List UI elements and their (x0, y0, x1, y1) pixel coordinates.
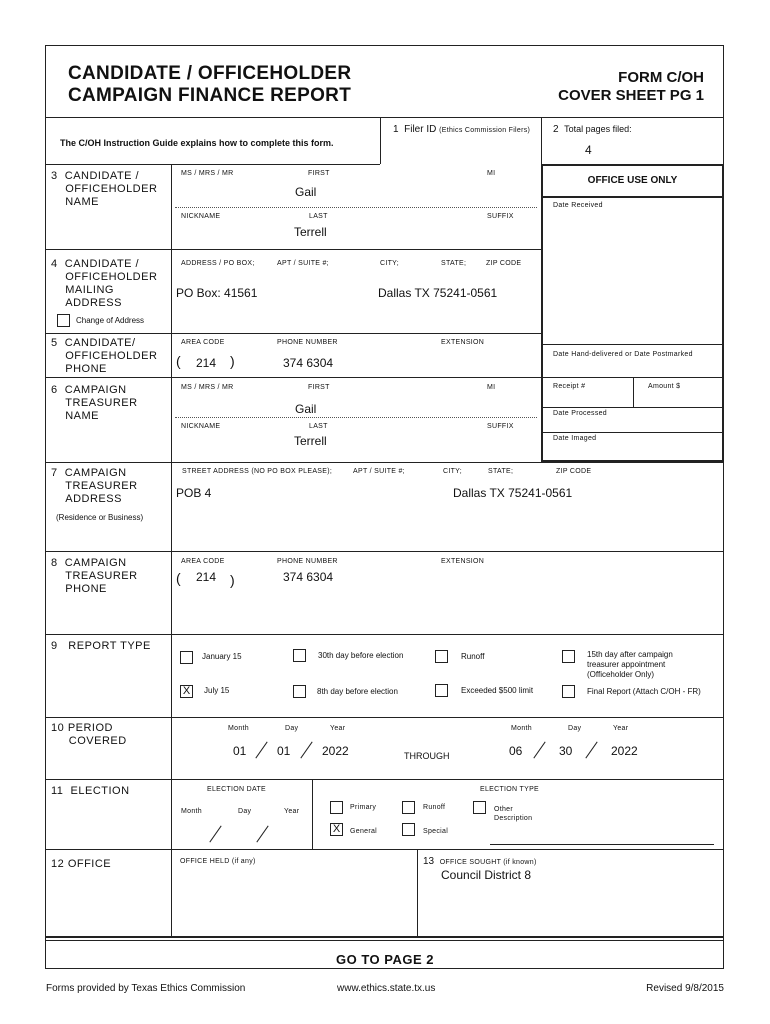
form-title-line2: CAMPAIGN FINANCE REPORT (68, 85, 352, 106)
sec7-note: (Residence or Business) (56, 513, 144, 522)
sec5-phone-header: PHONE NUMBER (277, 339, 338, 346)
sec4-address-value[interactable]: PO Box: 41561 (176, 286, 258, 300)
go-to-page-2: GO TO PAGE 2 (336, 952, 434, 967)
sec5-label: 5 CANDIDATE/ OFFICEHOLDER PHONE (51, 337, 158, 375)
election-runoff-label: Runoff (423, 804, 446, 811)
sec8-paren-open: ( (176, 570, 181, 586)
sec5-ext-header: EXTENSION (441, 339, 485, 346)
election-runoff-checkbox[interactable] (402, 801, 415, 814)
sec5-paren-open: ( (176, 353, 181, 369)
election-year-header: Year (284, 808, 300, 815)
period-to-year[interactable]: 2022 (611, 744, 638, 758)
sec10-to-year-header: Year (613, 725, 629, 732)
filer-id-label: 1 Filer ID (Ethics Commission Filers) (393, 124, 531, 135)
sec13-header: 13 OFFICE SOUGHT (if known) (423, 856, 537, 867)
election-other-checkbox[interactable] (473, 801, 486, 814)
report-8th-day-checkbox[interactable] (293, 685, 306, 698)
total-pages-value[interactable]: 4 (585, 143, 592, 157)
sec7-label: 7 CAMPAIGN TREASURER ADDRESS (51, 467, 138, 505)
report-jul15-checkbox[interactable]: X (180, 685, 193, 698)
sec8-phone-value[interactable]: 374 6304 (283, 570, 334, 584)
sec3-label: 3 CANDIDATE / OFFICEHOLDER NAME (51, 170, 158, 208)
footer-url[interactable]: www.ethics.state.tx.us (337, 983, 436, 994)
sec8-ext-header: EXTENSION (441, 558, 485, 565)
election-general-checkbox[interactable]: X (330, 823, 343, 836)
sec5-area-header: AREA CODE (181, 339, 225, 346)
sec8-label: 8 CAMPAIGN TREASURER PHONE (51, 557, 138, 595)
sec8-paren-close: ) (230, 572, 235, 588)
sec3-suffix-header: SUFFIX (487, 213, 514, 220)
sec3-nickname-header: NICKNAME (181, 213, 221, 220)
sec4-city-state-zip-value[interactable]: Dallas TX 75241-0561 (378, 286, 498, 300)
sec7-state-header: STATE; (488, 468, 514, 475)
sec10-to-month-header: Month (511, 725, 532, 732)
sec6-last-value[interactable]: Terrell (294, 434, 327, 448)
office-sought-value[interactable]: Council District 8 (441, 868, 532, 882)
election-primary-checkbox[interactable] (330, 801, 343, 814)
period-from-year[interactable]: 2022 (322, 744, 349, 758)
receipt-label: Receipt # (553, 383, 586, 390)
sec9-label: 9 REPORT TYPE (51, 640, 151, 652)
election-month-header: Month (181, 808, 202, 815)
sec7-apt-header: APT / SUITE #; (353, 468, 405, 475)
footer-provided: Forms provided by Texas Ethics Commission (46, 983, 246, 994)
election-general-label: General (350, 828, 378, 835)
sec8-phone-header: PHONE NUMBER (277, 558, 338, 565)
report-exceeded-checkbox[interactable] (435, 684, 448, 697)
sec6-mi-header: MI (487, 384, 496, 391)
form-subtitle: COVER SHEET PG 1 (558, 87, 704, 104)
sec4-label: 4 CANDIDATE / OFFICEHOLDER MAILING ADDRESS (51, 258, 158, 309)
sec3-prefix-header: MS / MRS / MR (181, 170, 234, 177)
sec8-area-header: AREA CODE (181, 558, 225, 565)
report-jul15-label: July 15 (204, 686, 230, 695)
report-30th-day-label: 30th day before election (318, 651, 404, 660)
period-to-month[interactable]: 06 (509, 744, 523, 758)
sec4-city-header: CITY; (380, 260, 399, 267)
sec5-paren-close: ) (230, 353, 235, 369)
report-30th-day-checkbox[interactable] (293, 649, 306, 662)
election-primary-label: Primary (350, 804, 377, 811)
sec7-zip-header: ZIP CODE (556, 468, 592, 475)
office-held-header: OFFICE HELD (if any) (180, 858, 256, 865)
report-jan15-label: January 15 (202, 652, 242, 661)
sec6-first-header: FIRST (308, 384, 330, 391)
sec8-area-value[interactable]: 214 (196, 570, 217, 584)
sec5-area-value[interactable]: 214 (196, 356, 217, 370)
sec10-label: 10 PERIOD COVERED (51, 722, 127, 747)
sec12-label: 12 OFFICE (51, 858, 112, 870)
sec6-label: 6 CAMPAIGN TREASURER NAME (51, 384, 138, 422)
sec10-from-year-header: Year (330, 725, 346, 732)
sec3-first-value[interactable]: Gail (295, 185, 317, 199)
sec7-city-header: CITY; (443, 468, 462, 475)
form-id: FORM C/OH (618, 69, 704, 86)
sec7-address-value[interactable]: POB 4 (176, 486, 212, 500)
change-of-address-checkbox[interactable] (57, 314, 70, 327)
report-15th-day-checkbox[interactable] (562, 650, 575, 663)
form-title-line1: CANDIDATE / OFFICEHOLDER (68, 63, 352, 84)
sec10-from-day-header: Day (285, 725, 299, 732)
report-runoff-label: Runoff (461, 652, 485, 661)
sec3-first-header: FIRST (308, 170, 330, 177)
sec10-from-month-header: Month (228, 725, 249, 732)
election-date-header: ELECTION DATE (207, 786, 267, 793)
sec7-street-header: STREET ADDRESS (NO PO BOX PLEASE); (182, 468, 333, 475)
report-exceeded-label: Exceeded $500 limit (461, 686, 534, 695)
election-special-checkbox[interactable] (402, 823, 415, 836)
sec6-suffix-header: SUFFIX (487, 423, 514, 430)
footer-revised: Revised 9/8/2015 (646, 983, 724, 994)
sec4-zip-header: ZIP CODE (486, 260, 522, 267)
report-jan15-checkbox[interactable] (180, 651, 193, 664)
period-to-day[interactable]: 30 (559, 744, 573, 758)
election-other-label: Other Description (494, 806, 533, 822)
sec4-state-header: STATE; (441, 260, 467, 267)
report-8th-day-label: 8th day before election (317, 687, 398, 696)
sec3-mi-header: MI (487, 170, 496, 177)
sec4-apt-header: APT / SUITE #; (277, 260, 329, 267)
report-runoff-checkbox[interactable] (435, 650, 448, 663)
election-special-label: Special (423, 828, 449, 835)
divider (45, 117, 724, 118)
sec6-nickname-header: NICKNAME (181, 423, 221, 430)
period-from-day[interactable]: 01 (277, 744, 291, 758)
sec11-label: 11 ELECTION (51, 785, 130, 797)
election-type-header: ELECTION TYPE (480, 786, 540, 793)
change-of-address-label: Change of Address (76, 316, 145, 325)
report-final-checkbox[interactable] (562, 685, 575, 698)
sec7-city-state-zip-value[interactable]: Dallas TX 75241-0561 (453, 486, 573, 500)
sec5-phone-value[interactable]: 374 6304 (283, 356, 334, 370)
sec10-to-day-header: Day (568, 725, 582, 732)
sec4-address-header: ADDRESS / PO BOX; (181, 260, 255, 267)
date-received-label: Date Received (553, 202, 603, 209)
period-from-month[interactable]: 01 (233, 744, 247, 758)
sec6-prefix-header: MS / MRS / MR (181, 384, 234, 391)
sec3-last-header: LAST (309, 213, 328, 220)
sec6-last-header: LAST (309, 423, 328, 430)
date-processed-label: Date Processed (553, 410, 608, 417)
report-final-label: Final Report (Attach C/OH - FR) (587, 687, 701, 696)
date-imaged-label: Date Imaged (553, 435, 597, 442)
through-label: THROUGH (404, 751, 450, 761)
election-day-header: Day (238, 808, 252, 815)
report-15th-day-label: 15th day after campaign treasurer appointment (Officeholder Only) (587, 650, 673, 679)
sec3-last-value[interactable]: Terrell (294, 225, 327, 239)
total-pages-label: 2 Total pages filed: (553, 124, 632, 135)
date-hand-delivered-label: Date Hand-delivered or Date Postmarked (553, 351, 693, 358)
amount-label: Amount $ (648, 383, 681, 390)
sec6-first-value[interactable]: Gail (295, 402, 317, 416)
instruction-text: The C/OH Instruction Guide explains how to complete this form. (60, 138, 334, 148)
office-use-title: OFFICE USE ONLY (541, 164, 724, 198)
election-other-line[interactable] (490, 844, 714, 845)
